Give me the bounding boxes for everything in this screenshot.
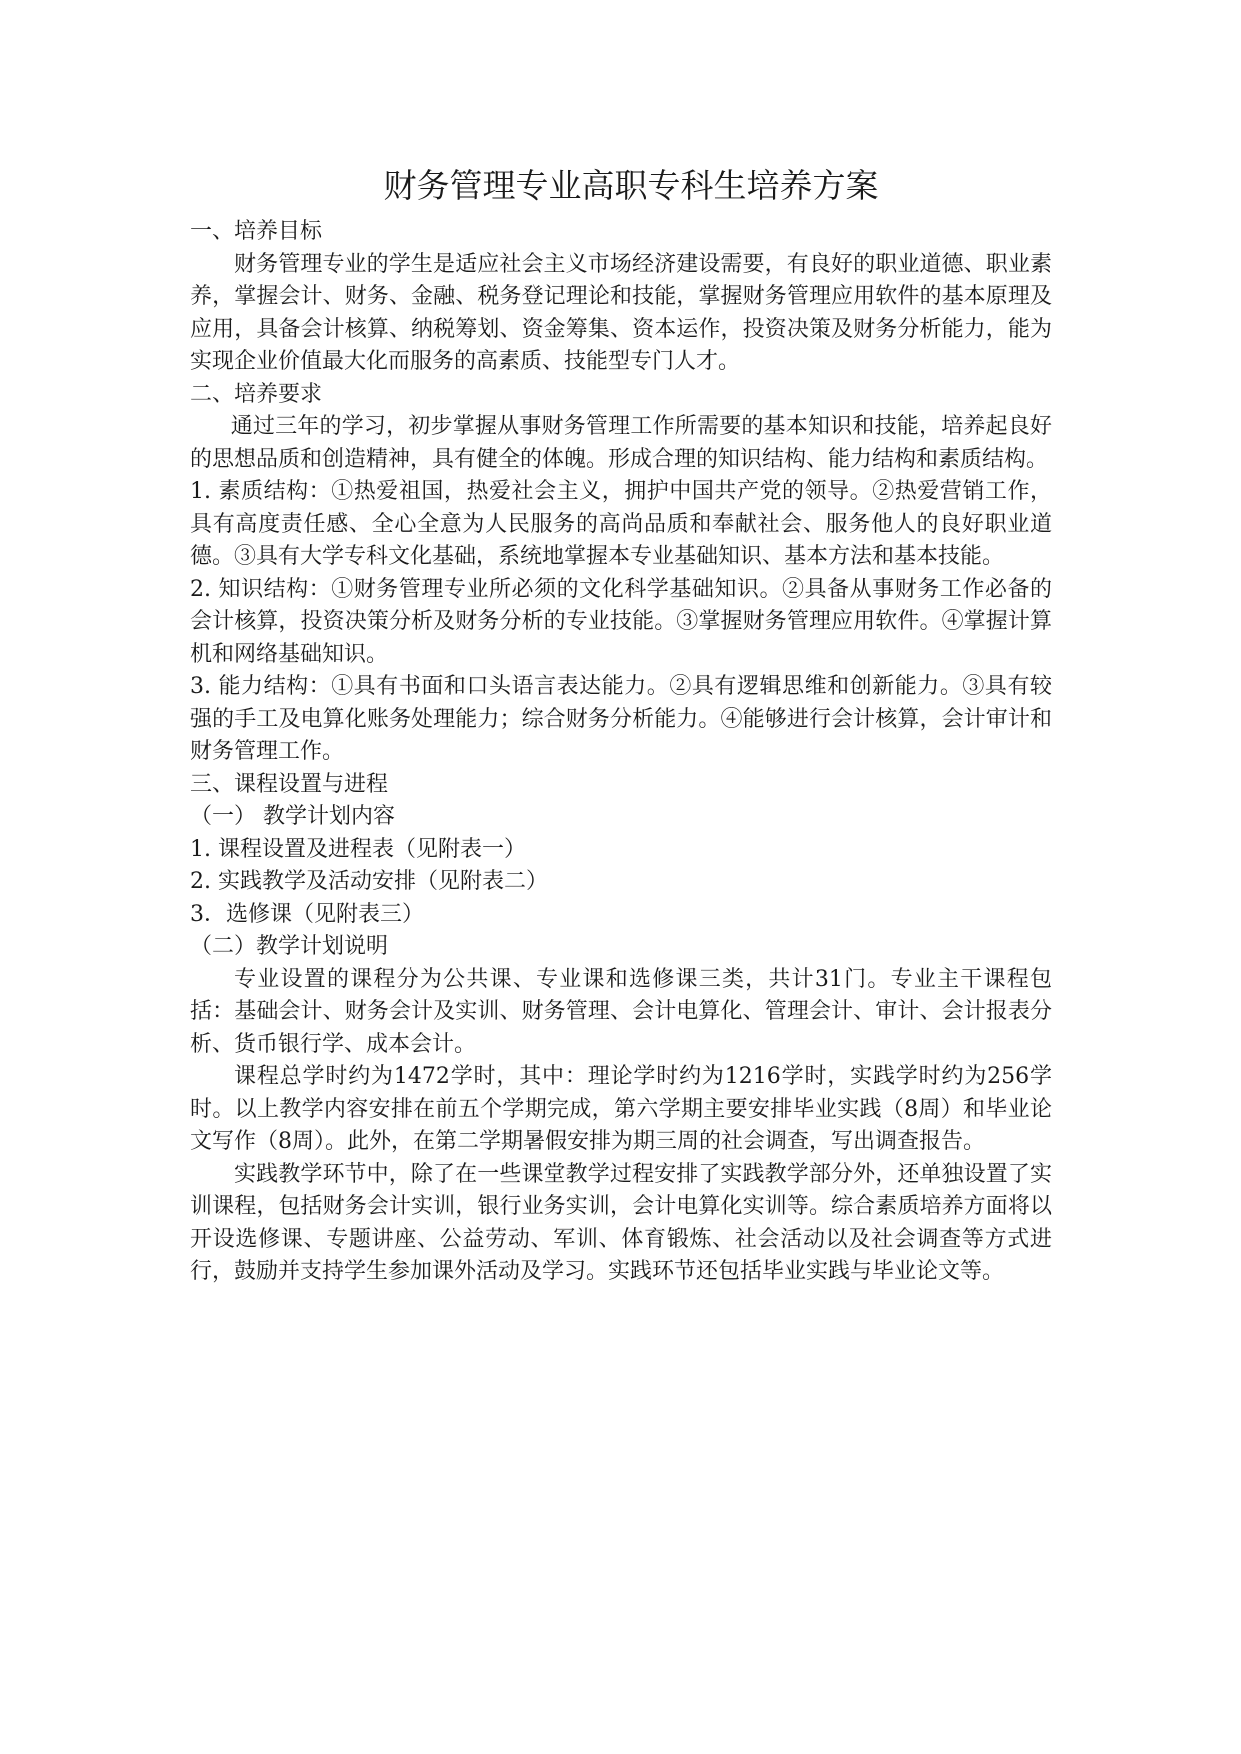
- document-page: [190, 156, 1052, 1289]
- section-2-item-2: 2. 知识结构：①财务管理专业所必须的文化科学基础知识。②具备从事财务工作必备的会计核算，投资决策分析及财务分析的专业技能。③掌握财务管理应用软件。④掌握计算机和网络基础知识。: [190, 576, 1052, 667]
- section-1-paragraph: 财务管理专业的学生是适应社会主义市场经济建设需要，有良好的职业道德、职业素养，掌握会计、财务、金融、税务登记理论和技能，掌握财务管理应用软件的基本原理及应用，具备会计核算、纳税筹划、资金筹集、资本运作，投资决策及财务分析能力，能为实现企业价值最大化而服务的高素质、技能型专门人才。: [190, 251, 1052, 374]
- section-3-heading: 三、课程设置与进程: [190, 771, 389, 797]
- section-2-paragraph: 通过三年的学习，初步掌握从事财务管理工作所需要的基本知识和技能，培养起良好的思想品质和创造精神，具有健全的体魄。形成合理的知识结构、能力结构和素质结构。: [190, 414, 1052, 472]
- section-3-sub1-item-2: 2. 实践教学及活动安排（见附表二）: [190, 869, 548, 894]
- section-3-paragraph-3: 实践教学环节中，除了在一些课堂教学过程安排了实践教学部分外，还单独设置了实训课程，包括财务会计实训，银行业务实训，会计电算化实训等。综合素质培养方面将以开设选修课、专题讲座、公益劳动、军训、体育锻炼、社会活动以及社会调查等方式进行，鼓励并支持学生参加课外活动及学习。实践环节还包括毕业实践与毕业论文等。: [190, 1161, 1052, 1284]
- section-1-heading: 一、培养目标: [190, 219, 323, 244]
- section-2-heading: 二、培养要求: [190, 381, 323, 407]
- document-title: 财务管理专业高职专科生培养方案: [383, 166, 879, 205]
- section-3-paragraph-1: 专业设置的课程分为公共课、专业课和选修课三类，共计31门。专业主干课程包括：基础会计、财务会计及实训、财务管理、会计电算化、管理会计、审计、会计报表分析、货币银行学、成本会计。: [190, 966, 1052, 1057]
- section-2-item-1: 1. 素质结构：①热爱祖国，热爱社会主义，拥护中国共产党的领导。②热爱营销工作，具有高度责任感、全心全意为人民服务的高尚品质和奉献社会、服务他人的良好职业道德。③具有大学专科文化基础，系统地掌握本专业基础知识、基本方法和基本技能。: [190, 479, 1052, 569]
- section-2-item-3: 3. 能力结构：①具有书面和口头语言表达能力。②具有逻辑思维和创新能力。③具有较强的手工及电算化账务处理能力；综合财务分析能力。④能够进行会计核算，会计审计和财务管理工作。: [190, 674, 1052, 764]
- section-3-paragraph-2: 课程总学时约为1472学时，其中：理论学时约为1216学时，实践学时约为256学时。以上教学内容安排在前五个学期完成，第六学期主要安排毕业实践（8周）和毕业论文写作（8周）。此外，在第二学期暑假安排为期三周的社会调查，写出调查报告。: [190, 1064, 1052, 1154]
- section-3-sub1-item-3: 3．选修课（见附表三）: [190, 901, 424, 927]
- section-3-subheading-2: （二）教学计划说明: [190, 934, 389, 959]
- section-3-subheading-1: （一） 教学计划内容: [190, 804, 395, 829]
- section-3-sub1-item-1: 1. 课程设置及进程表（见附表一）: [190, 836, 526, 862]
